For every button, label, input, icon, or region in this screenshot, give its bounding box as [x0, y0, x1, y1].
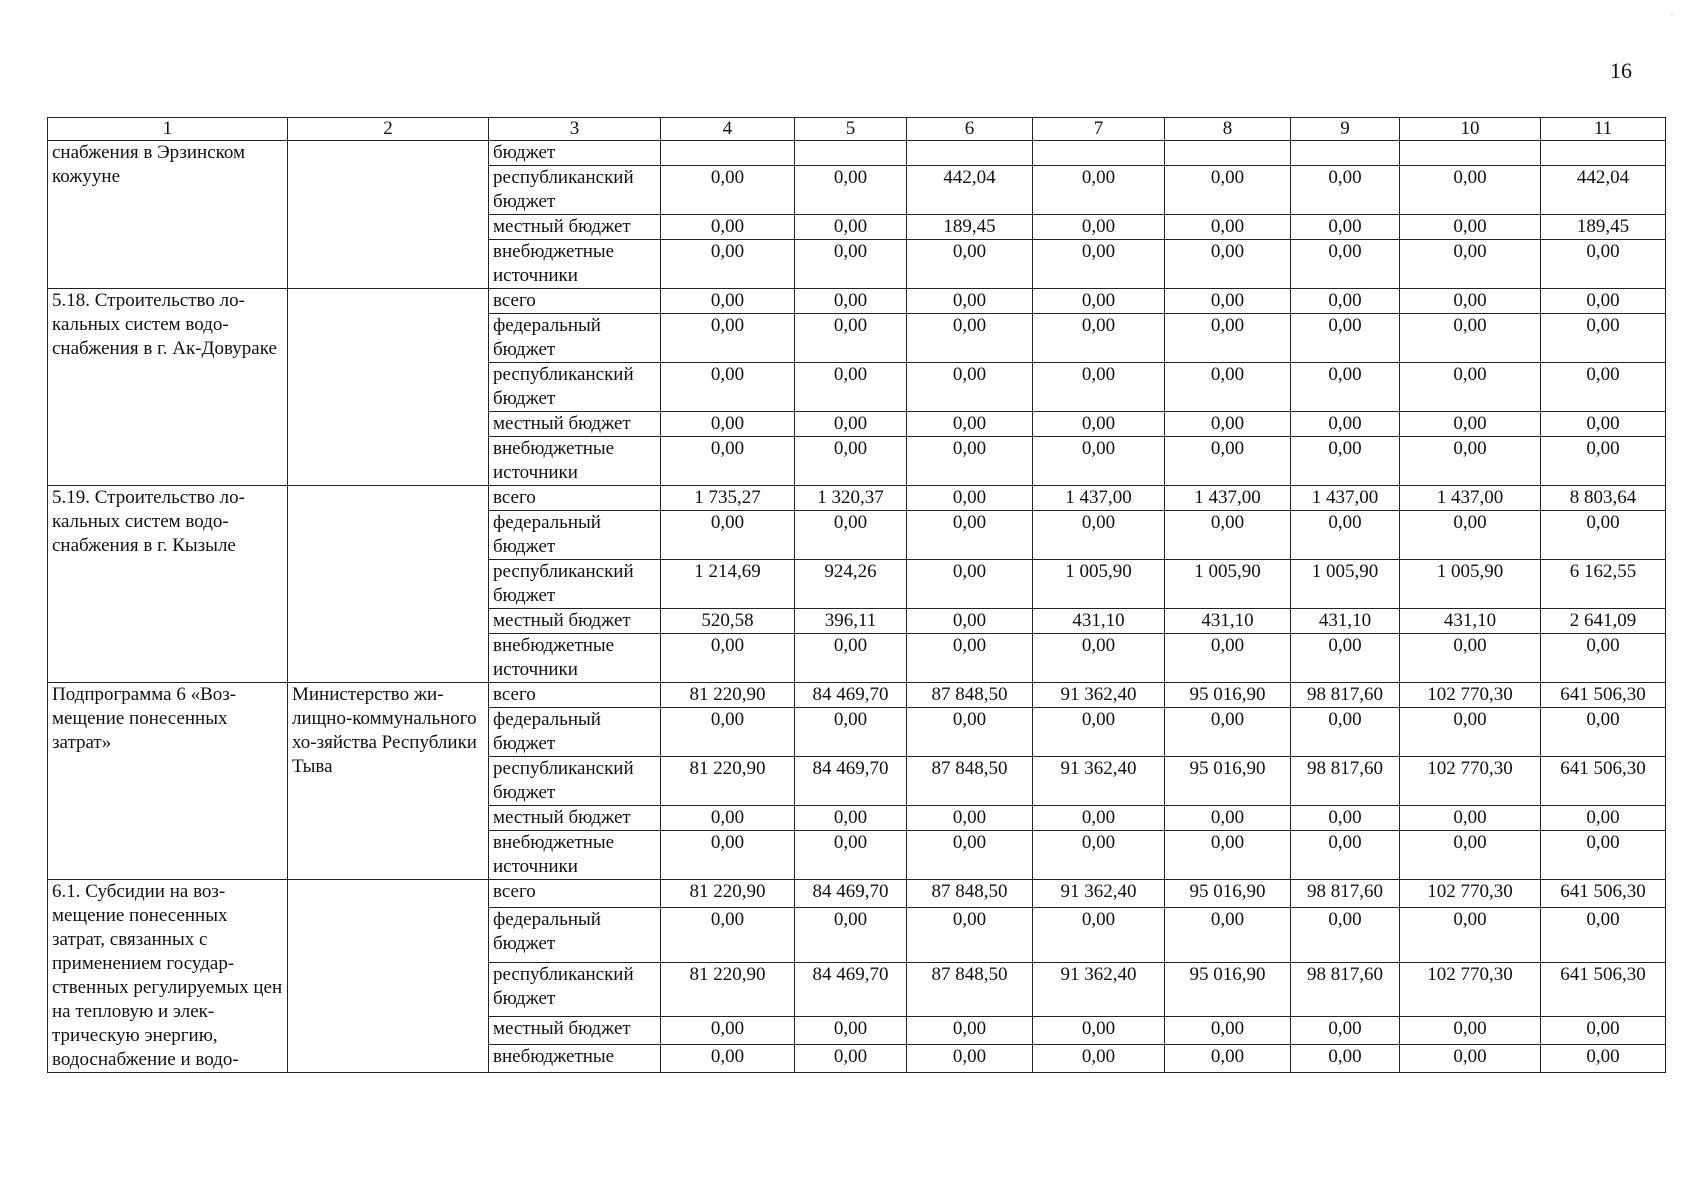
amount-cell: 0,00	[1033, 240, 1165, 289]
amount-cell: 0,00	[1165, 363, 1291, 412]
amount-cell: 0,00	[907, 1045, 1033, 1073]
amount-cell: 0,00	[1541, 907, 1666, 962]
amount-cell: 520,58	[661, 609, 795, 634]
amount-cell: 0,00	[1033, 215, 1165, 240]
amount-cell: 0,00	[1541, 708, 1666, 757]
amount-cell: 0,00	[795, 412, 907, 437]
amount-cell: 0,00	[1165, 437, 1291, 486]
amount-cell	[1165, 141, 1291, 166]
amount-cell: 0,00	[1541, 511, 1666, 560]
amount-cell: 0,00	[1291, 634, 1400, 683]
amount-cell: 95 016,90	[1165, 683, 1291, 708]
column-header: 2	[288, 118, 489, 141]
funding-source-cell: всего	[489, 486, 661, 511]
funding-source-cell: республиканский бюджет	[489, 962, 661, 1017]
amount-cell: 641 506,30	[1541, 757, 1666, 806]
amount-cell: 431,10	[1165, 609, 1291, 634]
amount-cell: 0,00	[661, 166, 795, 215]
amount-cell: 1 214,69	[661, 560, 795, 609]
funding-source-cell: местный бюджет	[489, 609, 661, 634]
amount-cell: 0,00	[1165, 240, 1291, 289]
amount-cell: 87 848,50	[907, 683, 1033, 708]
amount-cell: 0,00	[795, 166, 907, 215]
amount-cell: 0,00	[1291, 1045, 1400, 1073]
amount-cell: 0,00	[1165, 215, 1291, 240]
amount-cell: 0,00	[1541, 314, 1666, 363]
funding-source-cell: федеральный бюджет	[489, 708, 661, 757]
amount-cell: 0,00	[907, 907, 1033, 962]
amount-cell: 0,00	[795, 511, 907, 560]
amount-cell: 1 005,90	[1291, 560, 1400, 609]
amount-cell: 98 817,60	[1291, 757, 1400, 806]
funding-source-cell: внебюджетные источники	[489, 634, 661, 683]
amount-cell: 189,45	[1541, 215, 1666, 240]
amount-cell: 0,00	[1400, 1045, 1541, 1073]
amount-cell: 0,00	[795, 708, 907, 757]
amount-cell: 0,00	[1165, 412, 1291, 437]
table-body	[48, 141, 1666, 1073]
amount-cell: 0,00	[1400, 634, 1541, 683]
amount-cell: 0,00	[795, 1045, 907, 1073]
amount-cell: 0,00	[661, 831, 795, 880]
amount-cell: 0,00	[1291, 314, 1400, 363]
amount-cell: 0,00	[1165, 314, 1291, 363]
amount-cell: 1 735,27	[661, 486, 795, 511]
amount-cell: 0,00	[1400, 289, 1541, 314]
responsible-executor-cell	[288, 486, 489, 683]
amount-cell: 0,00	[907, 486, 1033, 511]
amount-cell: 0,00	[907, 831, 1033, 880]
amount-cell: 189,45	[907, 215, 1033, 240]
amount-cell: 0,00	[795, 634, 907, 683]
amount-cell: 0,00	[661, 412, 795, 437]
amount-cell: 0,00	[1033, 1045, 1165, 1073]
column-header: 4	[661, 118, 795, 141]
amount-cell: 1 437,00	[1291, 486, 1400, 511]
amount-cell: 0,00	[661, 907, 795, 962]
amount-cell: 0,00	[907, 314, 1033, 363]
amount-cell: 0,00	[1541, 437, 1666, 486]
column-header: 9	[1291, 118, 1400, 141]
responsible-executor-cell	[288, 880, 489, 1073]
funding-source-cell: всего	[489, 880, 661, 908]
amount-cell: 95 016,90	[1165, 757, 1291, 806]
amount-cell: 0,00	[1400, 437, 1541, 486]
amount-cell: 81 220,90	[661, 962, 795, 1017]
amount-cell: 98 817,60	[1291, 962, 1400, 1017]
amount-cell: 0,00	[1165, 166, 1291, 215]
column-header: 8	[1165, 118, 1291, 141]
amount-cell: 0,00	[1033, 363, 1165, 412]
amount-cell: 0,00	[907, 240, 1033, 289]
amount-cell: 102 770,30	[1400, 962, 1541, 1017]
amount-cell: 0,00	[1165, 708, 1291, 757]
amount-cell: 1 005,90	[1400, 560, 1541, 609]
amount-cell: 1 437,00	[1165, 486, 1291, 511]
funding-source-cell: местный бюджет	[489, 412, 661, 437]
amount-cell: 0,00	[1400, 708, 1541, 757]
amount-cell: 0,00	[661, 437, 795, 486]
funding-source-cell: республиканский бюджет	[489, 363, 661, 412]
amount-cell: 84 469,70	[795, 683, 907, 708]
amount-cell: 0,00	[1400, 907, 1541, 962]
amount-cell: 6 162,55	[1541, 560, 1666, 609]
table-row	[48, 486, 1666, 511]
table-row	[48, 289, 1666, 314]
amount-cell: 0,00	[1033, 634, 1165, 683]
amount-cell: 0,00	[795, 289, 907, 314]
amount-cell: 0,00	[1541, 1017, 1666, 1045]
funding-source-cell: внебюджетные	[489, 1045, 661, 1073]
amount-cell	[1033, 141, 1165, 166]
amount-cell: 102 770,30	[1400, 880, 1541, 908]
amount-cell: 0,00	[1541, 806, 1666, 831]
amount-cell: 0,00	[1165, 831, 1291, 880]
amount-cell: 0,00	[1165, 806, 1291, 831]
amount-cell: 0,00	[1165, 289, 1291, 314]
amount-cell: 0,00	[907, 609, 1033, 634]
amount-cell: 0,00	[1291, 1017, 1400, 1045]
amount-cell: 1 437,00	[1033, 486, 1165, 511]
amount-cell: 0,00	[661, 363, 795, 412]
amount-cell: 87 848,50	[907, 962, 1033, 1017]
amount-cell: 641 506,30	[1541, 683, 1666, 708]
amount-cell: 0,00	[1291, 289, 1400, 314]
amount-cell: 0,00	[661, 215, 795, 240]
funding-source-cell: внебюджетные источники	[489, 437, 661, 486]
activity-name-cell: 5.19. Строительство ло-кальных систем водо-снабжения в г. Кызыле	[48, 486, 288, 683]
amount-cell: 0,00	[1400, 314, 1541, 363]
amount-cell: 81 220,90	[661, 880, 795, 908]
amount-cell: 0,00	[661, 1017, 795, 1045]
column-header: 11	[1541, 118, 1666, 141]
responsible-executor-cell	[288, 141, 489, 289]
amount-cell: 1 437,00	[1400, 486, 1541, 511]
table-row	[48, 683, 1666, 708]
funding-source-cell: внебюджетные источники	[489, 240, 661, 289]
amount-cell: 0,00	[1033, 314, 1165, 363]
amount-cell	[795, 141, 907, 166]
amount-cell	[661, 141, 795, 166]
amount-cell: 0,00	[795, 215, 907, 240]
amount-cell: 1 005,90	[1165, 560, 1291, 609]
amount-cell: 0,00	[907, 634, 1033, 683]
amount-cell: 0,00	[1033, 907, 1165, 962]
amount-cell: 442,04	[907, 166, 1033, 215]
amount-cell: 0,00	[1033, 806, 1165, 831]
amount-cell: 0,00	[1400, 166, 1541, 215]
amount-cell: 91 362,40	[1033, 683, 1165, 708]
funding-source-cell: местный бюджет	[489, 1017, 661, 1045]
amount-cell: 0,00	[1033, 708, 1165, 757]
amount-cell: 95 016,90	[1165, 962, 1291, 1017]
amount-cell: 87 848,50	[907, 757, 1033, 806]
amount-cell: 91 362,40	[1033, 880, 1165, 908]
amount-cell: 0,00	[1165, 511, 1291, 560]
column-header: 6	[907, 118, 1033, 141]
amount-cell: 431,10	[1291, 609, 1400, 634]
amount-cell: 0,00	[661, 289, 795, 314]
amount-cell: 0,00	[795, 314, 907, 363]
amount-cell: 0,00	[1033, 166, 1165, 215]
amount-cell: 0,00	[1033, 412, 1165, 437]
amount-cell: 0,00	[1291, 240, 1400, 289]
amount-cell: 0,00	[661, 634, 795, 683]
amount-cell: 0,00	[1165, 634, 1291, 683]
amount-cell: 0,00	[907, 412, 1033, 437]
amount-cell	[1291, 141, 1400, 166]
amount-cell: 91 362,40	[1033, 962, 1165, 1017]
amount-cell: 641 506,30	[1541, 962, 1666, 1017]
funding-source-cell: местный бюджет	[489, 215, 661, 240]
amount-cell	[1541, 141, 1666, 166]
amount-cell	[907, 141, 1033, 166]
funding-source-cell: бюджет	[489, 141, 661, 166]
amount-cell: 0,00	[661, 314, 795, 363]
amount-cell: 0,00	[1291, 511, 1400, 560]
amount-cell: 87 848,50	[907, 880, 1033, 908]
amount-cell: 396,11	[795, 609, 907, 634]
amount-cell: 442,04	[1541, 166, 1666, 215]
amount-cell: 1 320,37	[795, 486, 907, 511]
amount-cell: 0,00	[795, 907, 907, 962]
funding-source-cell: федеральный бюджет	[489, 511, 661, 560]
scan-artifact: ‧	[1670, 8, 1674, 22]
amount-cell: 0,00	[1291, 166, 1400, 215]
column-header: 3	[489, 118, 661, 141]
amount-cell: 0,00	[1033, 1017, 1165, 1045]
amount-cell: 0,00	[1291, 363, 1400, 412]
funding-source-cell: федеральный бюджет	[489, 314, 661, 363]
budget-table	[47, 117, 1666, 1073]
amount-cell: 0,00	[1033, 289, 1165, 314]
amount-cell: 0,00	[907, 560, 1033, 609]
amount-cell: 102 770,30	[1400, 683, 1541, 708]
amount-cell: 0,00	[1291, 215, 1400, 240]
amount-cell: 0,00	[795, 437, 907, 486]
amount-cell: 924,26	[795, 560, 907, 609]
funding-source-cell: республиканский бюджет	[489, 757, 661, 806]
amount-cell: 0,00	[1291, 907, 1400, 962]
amount-cell: 98 817,60	[1291, 683, 1400, 708]
table-row	[48, 141, 1666, 166]
amount-cell: 0,00	[1541, 412, 1666, 437]
amount-cell: 98 817,60	[1291, 880, 1400, 908]
amount-cell: 0,00	[1541, 363, 1666, 412]
funding-source-cell: внебюджетные источники	[489, 831, 661, 880]
amount-cell: 0,00	[1541, 831, 1666, 880]
amount-cell: 84 469,70	[795, 880, 907, 908]
amount-cell: 0,00	[1541, 240, 1666, 289]
amount-cell	[1400, 141, 1541, 166]
activity-name-cell: Подпрограмма 6 «Воз-мещение понесенных затрат»	[48, 683, 288, 880]
amount-cell: 8 803,64	[1541, 486, 1666, 511]
responsible-executor-cell	[288, 289, 489, 486]
table-row	[48, 880, 1666, 908]
budget-table-container	[47, 117, 1665, 1073]
header-row	[48, 118, 1666, 141]
amount-cell: 0,00	[907, 1017, 1033, 1045]
amount-cell: 0,00	[1291, 806, 1400, 831]
amount-cell: 95 016,90	[1165, 880, 1291, 908]
activity-name-cell: 5.18. Строительство ло-кальных систем водо-снабжения в г. Ак-Довураке	[48, 289, 288, 486]
page-number: 16	[1610, 58, 1632, 83]
amount-cell: 0,00	[1400, 806, 1541, 831]
amount-cell: 0,00	[795, 240, 907, 289]
funding-source-cell: всего	[489, 289, 661, 314]
amount-cell: 81 220,90	[661, 757, 795, 806]
amount-cell: 0,00	[1291, 412, 1400, 437]
amount-cell: 91 362,40	[1033, 757, 1165, 806]
amount-cell: 0,00	[1541, 1045, 1666, 1073]
amount-cell: 0,00	[1400, 1017, 1541, 1045]
amount-cell: 0,00	[907, 708, 1033, 757]
amount-cell: 0,00	[661, 240, 795, 289]
amount-cell: 0,00	[1400, 831, 1541, 880]
amount-cell: 0,00	[907, 437, 1033, 486]
amount-cell: 0,00	[907, 289, 1033, 314]
amount-cell: 0,00	[1291, 831, 1400, 880]
amount-cell: 84 469,70	[795, 757, 907, 806]
amount-cell: 0,00	[1165, 907, 1291, 962]
funding-source-cell: всего	[489, 683, 661, 708]
amount-cell: 0,00	[795, 1017, 907, 1045]
funding-source-cell: федеральный бюджет	[489, 907, 661, 962]
funding-source-cell: республиканский бюджет	[489, 560, 661, 609]
amount-cell: 84 469,70	[795, 962, 907, 1017]
amount-cell: 0,00	[795, 363, 907, 412]
activity-name-cell: снабжения в Эрзинском кожууне	[48, 141, 288, 289]
amount-cell: 641 506,30	[1541, 880, 1666, 908]
column-header: 1	[48, 118, 288, 141]
amount-cell: 0,00	[1165, 1017, 1291, 1045]
amount-cell: 0,00	[1291, 437, 1400, 486]
amount-cell: 0,00	[907, 363, 1033, 412]
amount-cell: 0,00	[1165, 1045, 1291, 1073]
amount-cell: 0,00	[1291, 708, 1400, 757]
amount-cell: 0,00	[661, 708, 795, 757]
amount-cell: 0,00	[907, 511, 1033, 560]
amount-cell: 0,00	[795, 806, 907, 831]
amount-cell: 2 641,09	[1541, 609, 1666, 634]
amount-cell: 0,00	[1033, 511, 1165, 560]
amount-cell: 0,00	[661, 511, 795, 560]
amount-cell: 0,00	[661, 1045, 795, 1073]
column-header: 5	[795, 118, 907, 141]
amount-cell: 0,00	[907, 806, 1033, 831]
amount-cell: 1 005,90	[1033, 560, 1165, 609]
amount-cell: 0,00	[1033, 831, 1165, 880]
funding-source-cell: республиканский бюджет	[489, 166, 661, 215]
column-header: 10	[1400, 118, 1541, 141]
amount-cell: 0,00	[661, 806, 795, 831]
amount-cell: 431,10	[1033, 609, 1165, 634]
amount-cell: 0,00	[1400, 412, 1541, 437]
amount-cell: 431,10	[1400, 609, 1541, 634]
amount-cell: 0,00	[1541, 289, 1666, 314]
amount-cell: 0,00	[1400, 240, 1541, 289]
amount-cell: 0,00	[795, 831, 907, 880]
amount-cell: 0,00	[1400, 511, 1541, 560]
responsible-executor-cell: Министерство жи-лищно-коммунального хо-зяйства Республики Тыва	[288, 683, 489, 880]
amount-cell: 102 770,30	[1400, 757, 1541, 806]
amount-cell: 0,00	[1400, 363, 1541, 412]
activity-name-cell: 6.1. Субсидии на воз-мещение понесенных затрат, связанных с применением государ-ственных регулируемых цен на тепловую и элек-трическую энергию, водоснабжение и водо-	[48, 880, 288, 1073]
amount-cell: 0,00	[1541, 634, 1666, 683]
amount-cell: 81 220,90	[661, 683, 795, 708]
column-header: 7	[1033, 118, 1165, 141]
amount-cell: 0,00	[1033, 437, 1165, 486]
funding-source-cell: местный бюджет	[489, 806, 661, 831]
amount-cell: 0,00	[1400, 215, 1541, 240]
